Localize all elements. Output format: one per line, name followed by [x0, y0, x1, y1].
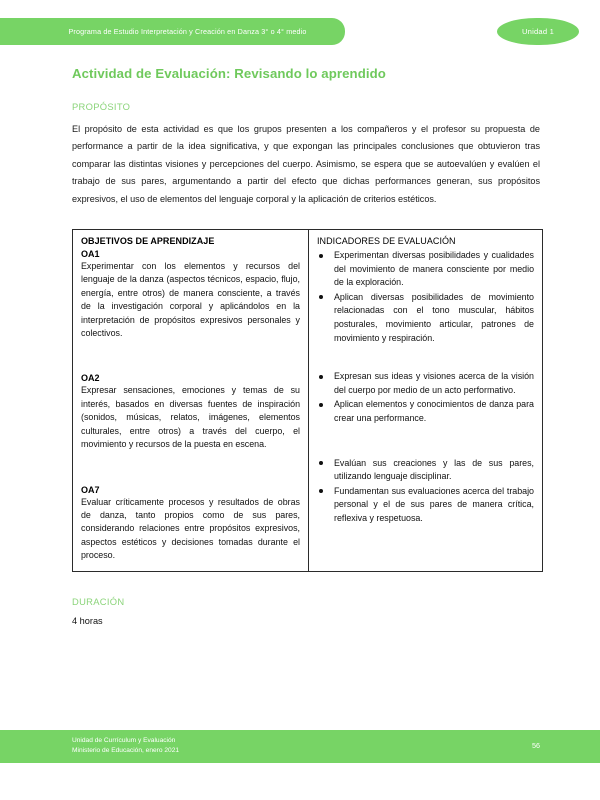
list-item	[317, 249, 534, 290]
duracion-section	[72, 596, 540, 626]
indicator-text: Evalúan sus creaciones y las de sus pares, utilizando lenguaje disciplinar.	[334, 457, 534, 482]
table-row	[73, 230, 543, 572]
list-item	[317, 457, 534, 484]
objectives-cell	[73, 230, 309, 572]
objective-code: OA1	[81, 249, 100, 260]
indicator-text: Expresan sus ideas y visiones acerca de la visión del cuerpo por medio de un acto performativo.	[334, 371, 534, 395]
objective-code: OA2	[81, 373, 100, 384]
unit-badge	[497, 18, 579, 45]
bullet-icon	[319, 254, 323, 258]
list-item	[317, 291, 534, 345]
column-header-indicators: INDICADORES DE EVALUACIÓN	[317, 236, 456, 247]
duracion-value: 4 horas	[72, 615, 103, 626]
indicator-text: Experimentan diversas posibilidades y cualidades del movimiento de manera consciente por medio de la exploración.	[334, 250, 534, 288]
footer-line-1: Unidad de Currículum y Evaluación	[72, 737, 176, 744]
list-item	[317, 485, 534, 526]
indicator-group-oa2	[317, 346, 534, 425]
page-title: Actividad de Evaluación: Revisando lo aprendido	[72, 66, 386, 81]
indicator-text: Aplican diversas posibilidades de movimiento relacionadas con el tono muscular, hábitos posturales, movimiento articular, patrones de movimiento y respiración.	[334, 291, 534, 343]
bullet-icon	[319, 375, 323, 379]
indicators-cell	[309, 230, 543, 572]
objective-text: Experimentar con los elementos y recursos del lenguaje de la danza (aspectos técnicos, espacio, flujo, energía, entre otros) de manera consciente, a través de la investigación corporal y aplicándolos en la interpretación de propósitos expresivos personales y colectivos.	[81, 261, 300, 339]
column-header-objectives: OBJETIVOS DE APRENDIZAJE	[81, 236, 215, 247]
objective-oa1	[81, 249, 300, 340]
footer-bar	[0, 730, 600, 763]
indicator-text: Fundamentan sus evaluaciones acerca del trabajo personal y el de sus pares de manera crítica, reflexiva y respetuosa.	[334, 485, 534, 523]
page-number: 56	[532, 741, 540, 750]
objective-oa2	[81, 340, 300, 451]
unit-badge-label: Unidad 1	[522, 27, 554, 36]
footer-line-2: Ministerio de Educación, enero 2021	[72, 747, 180, 754]
duracion-heading: DURACIÓN	[72, 595, 125, 607]
objective-text: Evaluar críticamente procesos y resultados de obras de danza, tanto propios como de sus pares, considerando relaciones entre propósitos expresivos, aspectos estéticos y decisiones tomadas durante el proceso.	[81, 496, 300, 561]
list-item	[317, 370, 534, 397]
proposito-paragraph: El propósito de esta actividad es que los grupos presenten a los compañeros y el profesor su propuesta de performance a partir de la idea significativa, y que expongan las principales conclusiones que obtuvieron tras comparar las distintas visiones y percepciones del cuerpo. Asimismo, se espera que se autoevalúen y evalúen el trabajo de sus pares, argumentando a partir del efecto que dichas performances generan, sus propósitos expresivos, el uso de elementos del lenguaje corporal y la aplicación de criterios estéticos.	[72, 124, 540, 204]
list-item	[317, 398, 534, 425]
indicator-group-oa1	[317, 249, 534, 345]
objective-code: OA7	[81, 484, 100, 495]
header-banner-text: Programa de Estudio Interpretación y Creación en Danza 3° o 4° medio	[68, 27, 307, 36]
bullet-icon	[319, 489, 323, 493]
main-content	[72, 66, 540, 626]
indicator-group-oa7	[317, 427, 534, 526]
indicator-text: Aplican elementos y conocimientos de danza para crear una performance.	[334, 399, 534, 423]
objectives-indicators-table	[72, 229, 543, 572]
objective-text: Expresar sensaciones, emociones y temas de su interés, basados en diversas fuentes de inspiración (sonidos, músicas, relatos, imágenes, elementos culturales, entre otros) a través del cuerpo, el movimiento y recursos de la puesta en escena.	[81, 385, 300, 450]
bullet-icon	[319, 461, 323, 465]
bullet-icon	[319, 403, 323, 407]
footer-credits	[72, 736, 179, 756]
proposito-heading: PROPÓSITO	[72, 101, 131, 112]
objective-oa7	[81, 452, 300, 563]
header-banner	[0, 18, 345, 45]
bullet-icon	[319, 295, 323, 299]
